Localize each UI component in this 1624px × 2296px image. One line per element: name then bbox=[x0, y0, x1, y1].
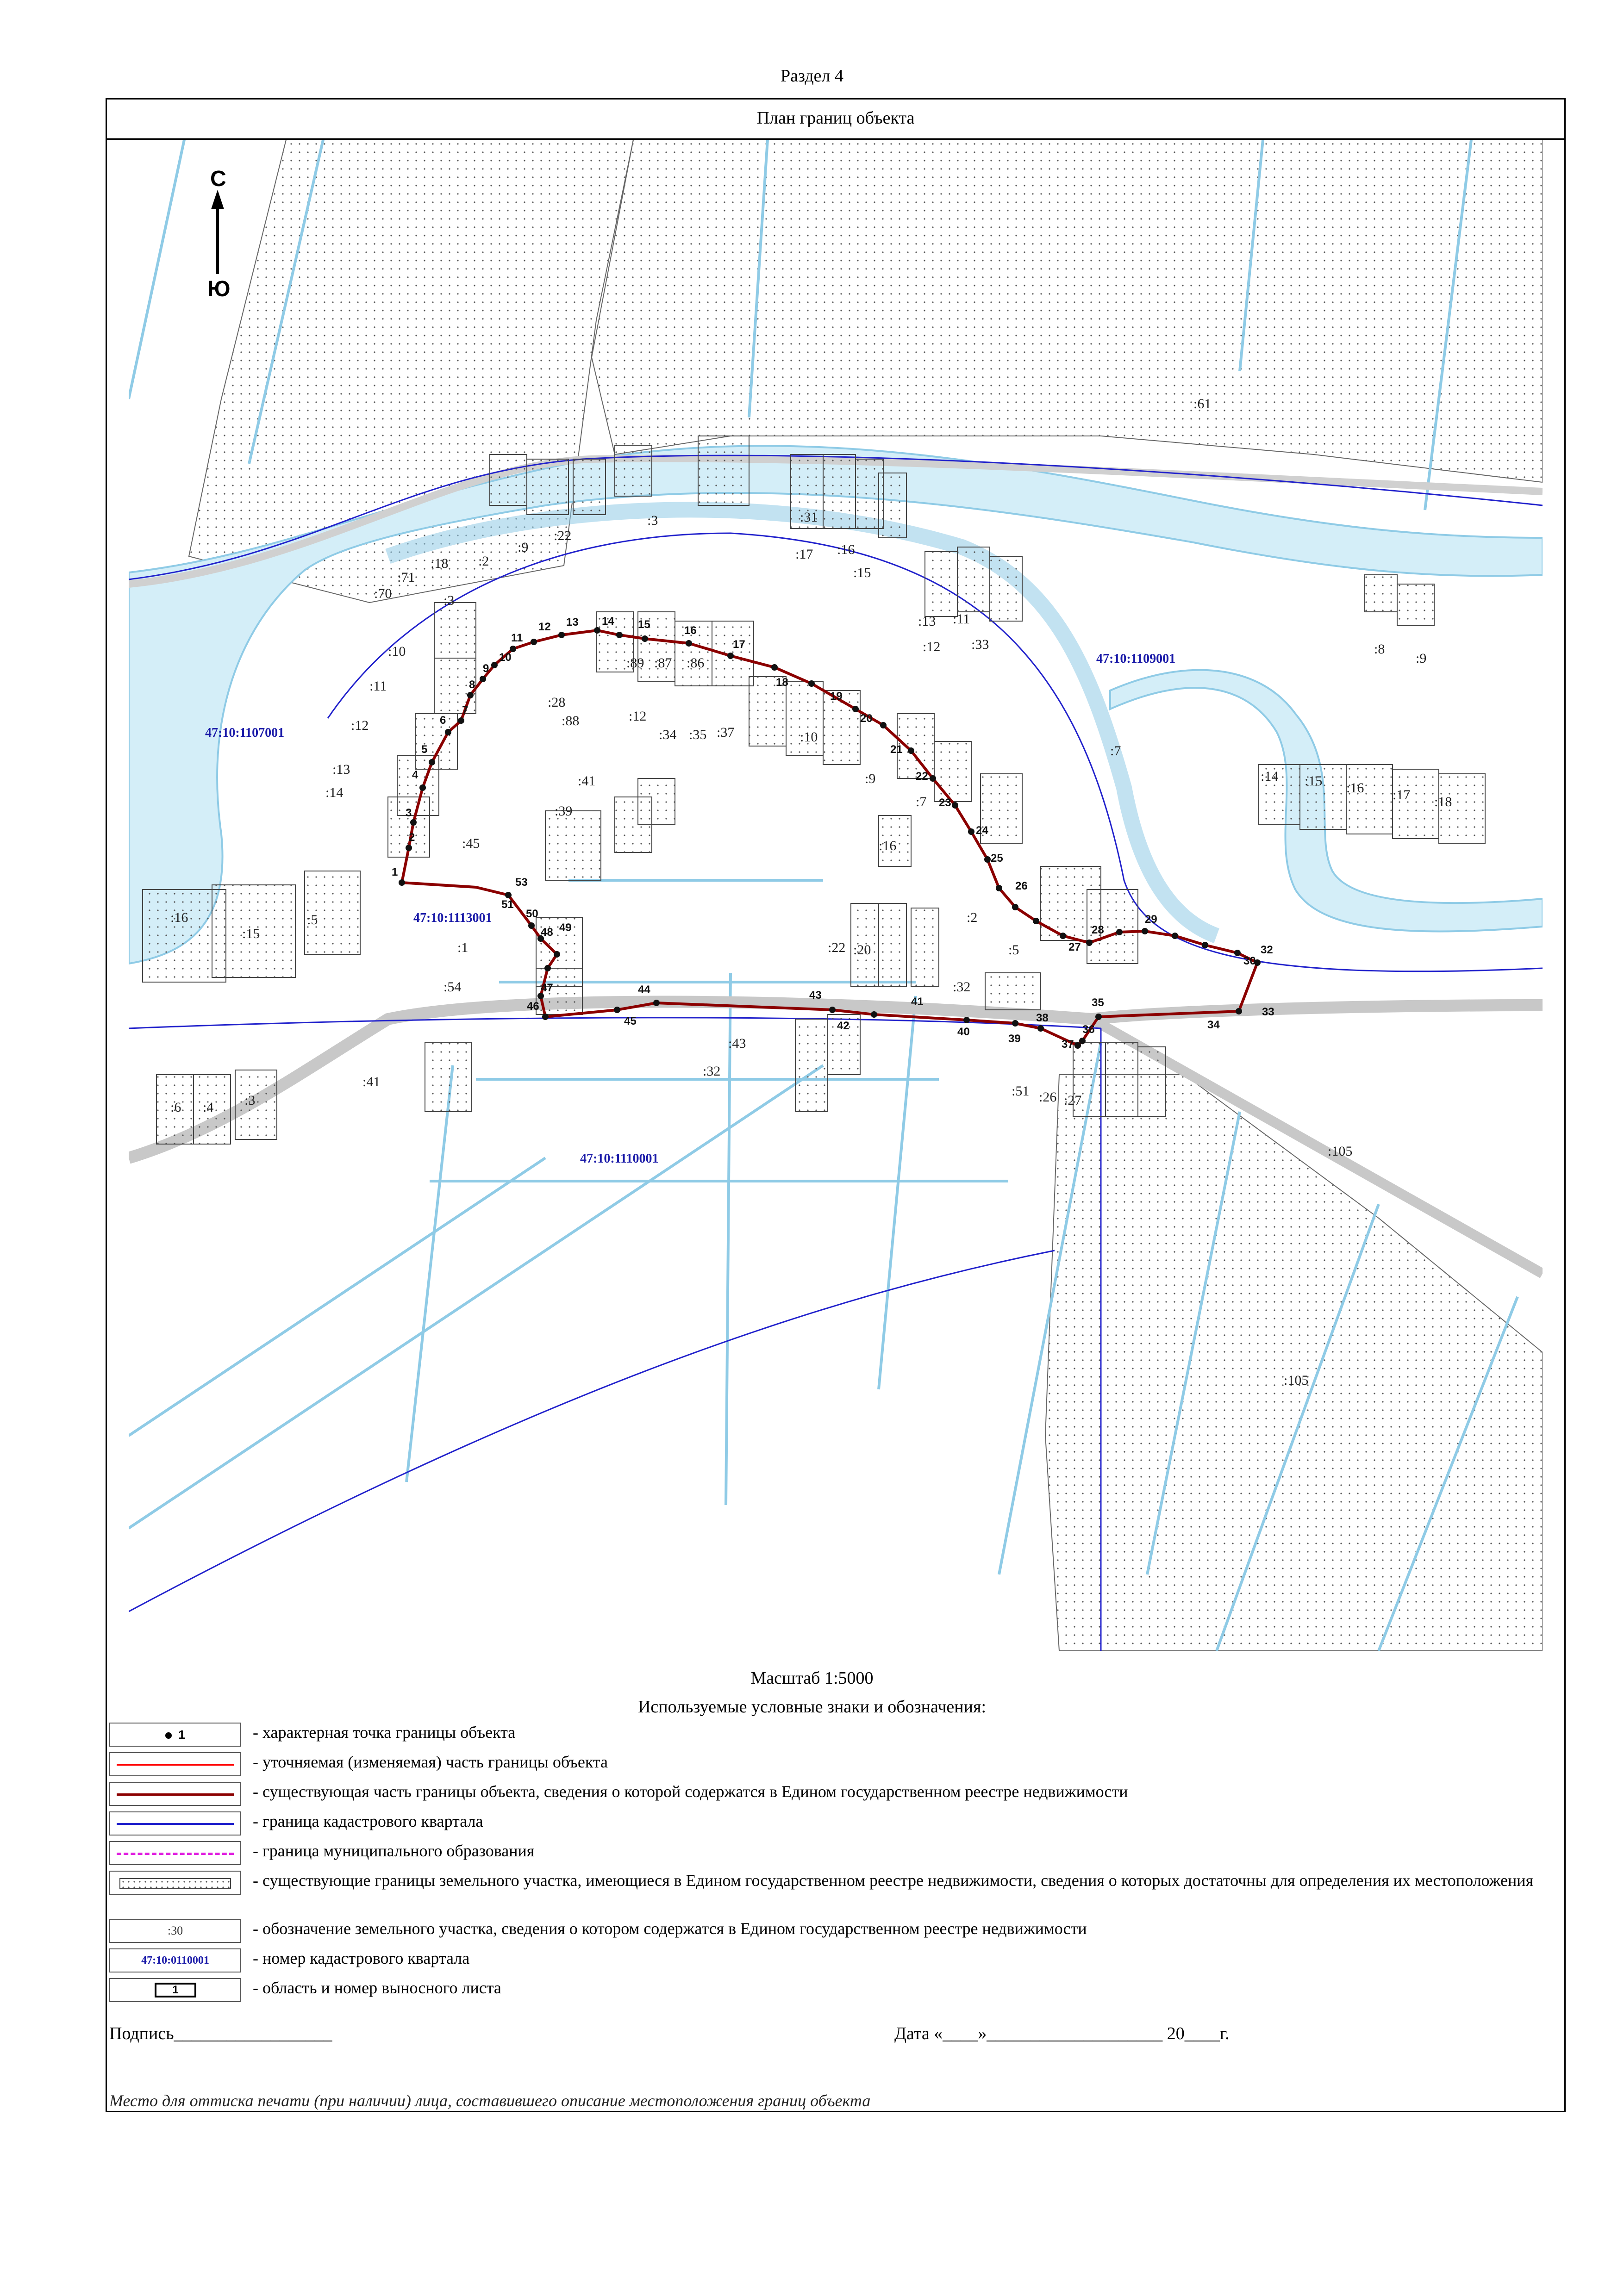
legend-text: - характерная точка границы объекта bbox=[253, 1723, 516, 1742]
svg-text::35: :35 bbox=[689, 727, 707, 742]
signature-line: Подпись__________________ bbox=[109, 2024, 332, 2043]
svg-text:49: 49 bbox=[559, 921, 572, 934]
svg-text::5: :5 bbox=[1008, 942, 1019, 958]
svg-text::37: :37 bbox=[717, 725, 735, 740]
legend-item-dotted-box bbox=[109, 1871, 1558, 1913]
svg-text::8: :8 bbox=[1374, 641, 1385, 657]
svg-text:41: 41 bbox=[911, 996, 924, 1008]
svg-text::88: :88 bbox=[562, 713, 580, 728]
svg-text:32: 32 bbox=[1261, 944, 1273, 956]
legend-text: - уточняемая (изменяемая) часть границы объекта bbox=[253, 1753, 608, 1771]
svg-text:15: 15 bbox=[638, 618, 650, 631]
svg-text::54: :54 bbox=[443, 979, 462, 995]
legend-text: - граница кадастрового квартала bbox=[253, 1812, 483, 1830]
svg-text:35: 35 bbox=[1092, 996, 1104, 1009]
svg-text::17: :17 bbox=[795, 547, 813, 562]
legend-text: - область и номер выносного листа bbox=[253, 1979, 501, 1997]
svg-text:9: 9 bbox=[483, 662, 489, 675]
stamp-note: Место для оттиска печати (при наличии) лица, составившего описание местоположения границ объекта bbox=[109, 2091, 871, 2110]
svg-text::32: :32 bbox=[953, 979, 971, 995]
svg-text::51: :51 bbox=[1012, 1083, 1030, 1099]
svg-text::22: :22 bbox=[828, 940, 846, 955]
svg-text::31: :31 bbox=[800, 510, 818, 525]
svg-text:50: 50 bbox=[526, 908, 538, 920]
parcel-105 bbox=[1045, 1075, 1543, 1651]
svg-text:47:10:1109001: 47:10:1109001 bbox=[1096, 652, 1176, 666]
svg-text::6: :6 bbox=[170, 1100, 181, 1115]
svg-text:3: 3 bbox=[406, 807, 412, 819]
svg-text::71: :71 bbox=[397, 570, 415, 585]
svg-text:17: 17 bbox=[733, 638, 745, 651]
table-title: План границ объекта bbox=[106, 98, 1566, 140]
svg-text::43: :43 bbox=[728, 1036, 746, 1051]
legend-text: - существующая часть границы объекта, сведения о которой содержатся в Едином государственном реестре недвижимости bbox=[253, 1782, 1128, 1801]
svg-text::16: :16 bbox=[879, 838, 897, 853]
svg-text::70: :70 bbox=[374, 586, 392, 601]
svg-text:2: 2 bbox=[409, 831, 415, 844]
svg-text:47:10:1113001: 47:10:1113001 bbox=[413, 911, 492, 925]
svg-text::15: :15 bbox=[1305, 773, 1323, 789]
svg-text:1: 1 bbox=[392, 866, 398, 878]
svg-text::41: :41 bbox=[578, 773, 596, 789]
svg-text::12: :12 bbox=[629, 709, 647, 724]
svg-text::32: :32 bbox=[703, 1064, 721, 1079]
svg-text:42: 42 bbox=[837, 1020, 849, 1032]
svg-text::41: :41 bbox=[362, 1074, 381, 1089]
svg-text::11: :11 bbox=[369, 678, 387, 694]
svg-text:21: 21 bbox=[890, 743, 903, 756]
svg-text::105: :105 bbox=[1284, 1373, 1309, 1388]
legend-item-parcel-label bbox=[109, 1919, 1558, 1945]
svg-text:33: 33 bbox=[1262, 1006, 1274, 1018]
svg-text::28: :28 bbox=[548, 695, 566, 710]
svg-text::7: :7 bbox=[916, 794, 927, 809]
svg-text::89: :89 bbox=[626, 655, 644, 671]
svg-text::3: :3 bbox=[443, 593, 455, 608]
svg-text::16: :16 bbox=[837, 542, 855, 557]
svg-text::18: :18 bbox=[431, 556, 449, 571]
svg-text::15: :15 bbox=[853, 565, 871, 580]
legend-text: - обозначение земельного участка, сведения о котором содержатся в Едином государственном реестре недвижимости bbox=[253, 1919, 1087, 1938]
legend-title: Используемые условные знаки и обозначения: bbox=[637, 1697, 987, 1717]
legend-quarter-label-symbol: 47:10:0110001 bbox=[109, 1948, 241, 1972]
legend-blue-line-symbol bbox=[109, 1811, 241, 1836]
svg-text::45: :45 bbox=[462, 836, 480, 851]
legend-text: - существующие границы земельного участка, имеющиеся в Едином государственном реестре недвижимости, сведения о которых достаточны для определения их местоположения bbox=[253, 1871, 1534, 1890]
svg-text::18: :18 bbox=[1434, 794, 1452, 809]
svg-text::27: :27 bbox=[1064, 1093, 1082, 1108]
date-line: Дата «____»____________________ 20____г. bbox=[894, 2024, 1230, 2043]
cadastral-map[interactable] bbox=[129, 140, 1543, 1651]
svg-text:47: 47 bbox=[541, 982, 553, 994]
svg-text:29: 29 bbox=[1145, 913, 1157, 926]
svg-text::1: :1 bbox=[457, 940, 468, 955]
svg-text::12: :12 bbox=[923, 639, 941, 654]
legend-item-quarter-label bbox=[109, 1948, 1558, 1974]
south-letter: Ю bbox=[207, 277, 231, 301]
svg-text::61: :61 bbox=[1193, 396, 1212, 411]
legend-parcel-label-symbol: :30 bbox=[109, 1919, 241, 1943]
svg-text:14: 14 bbox=[602, 615, 614, 628]
svg-text::9: :9 bbox=[518, 540, 529, 555]
svg-text::2: :2 bbox=[967, 910, 978, 925]
svg-text::15: :15 bbox=[242, 926, 260, 941]
svg-text::39: :39 bbox=[555, 803, 573, 819]
svg-text::3: :3 bbox=[647, 513, 658, 528]
svg-text::14: :14 bbox=[325, 785, 344, 800]
parcel-61b bbox=[592, 140, 1543, 482]
svg-text:18: 18 bbox=[776, 676, 788, 689]
svg-text:11: 11 bbox=[511, 632, 523, 644]
legend-text: - номер кадастрового квартала bbox=[253, 1949, 470, 1967]
svg-text::9: :9 bbox=[1416, 651, 1427, 666]
svg-text:4: 4 bbox=[412, 769, 418, 781]
svg-text:48: 48 bbox=[541, 926, 553, 939]
scale-text: Масштаб 1:5000 bbox=[750, 1668, 874, 1688]
svg-text::4: :4 bbox=[203, 1100, 214, 1115]
svg-text::5: :5 bbox=[307, 912, 318, 927]
svg-text::12: :12 bbox=[351, 718, 369, 733]
svg-text::13: :13 bbox=[918, 614, 936, 629]
svg-text:39: 39 bbox=[1008, 1033, 1021, 1045]
svg-text::13: :13 bbox=[332, 762, 350, 777]
svg-text::20: :20 bbox=[853, 942, 871, 958]
svg-text::26: :26 bbox=[1039, 1089, 1057, 1105]
svg-text::16: :16 bbox=[1346, 780, 1364, 796]
legend-point-symbol: 1 bbox=[109, 1723, 241, 1747]
svg-text:45: 45 bbox=[624, 1015, 637, 1027]
svg-text:26: 26 bbox=[1015, 880, 1028, 892]
legend-red-line-symbol bbox=[109, 1752, 241, 1776]
svg-text::105: :105 bbox=[1328, 1144, 1353, 1159]
svg-text::14: :14 bbox=[1261, 769, 1279, 784]
svg-text:47:10:1110001: 47:10:1110001 bbox=[580, 1151, 659, 1166]
legend-item-magenta-line bbox=[109, 1841, 1558, 1867]
svg-text:40: 40 bbox=[957, 1026, 970, 1038]
svg-text::11: :11 bbox=[953, 611, 970, 627]
svg-text::87: :87 bbox=[654, 655, 672, 671]
svg-text:22: 22 bbox=[916, 770, 928, 783]
svg-text:5: 5 bbox=[421, 743, 428, 756]
svg-text:12: 12 bbox=[538, 621, 551, 633]
svg-text::16: :16 bbox=[170, 910, 188, 925]
svg-text:13: 13 bbox=[566, 616, 579, 628]
legend-item-red-line bbox=[109, 1752, 1558, 1778]
legend-darkred-line-symbol bbox=[109, 1782, 241, 1806]
svg-text:8: 8 bbox=[469, 678, 475, 691]
svg-text:27: 27 bbox=[1068, 941, 1081, 953]
svg-text:46: 46 bbox=[527, 1000, 539, 1013]
svg-text:25: 25 bbox=[991, 852, 1003, 865]
svg-text:53: 53 bbox=[515, 876, 528, 889]
section-label: Раздел 4 bbox=[781, 66, 843, 86]
svg-text:28: 28 bbox=[1092, 924, 1104, 936]
legend-text: - граница муниципального образования bbox=[253, 1842, 535, 1860]
svg-text:34: 34 bbox=[1207, 1019, 1220, 1031]
north-arrow bbox=[207, 167, 231, 301]
svg-text:6: 6 bbox=[440, 714, 446, 727]
svg-text::10: :10 bbox=[800, 729, 818, 745]
svg-text:37: 37 bbox=[1062, 1038, 1074, 1051]
legend-sheet-box-symbol: 1 bbox=[109, 1978, 241, 2002]
svg-text:19: 19 bbox=[830, 690, 843, 703]
svg-text::34: :34 bbox=[659, 727, 677, 742]
svg-text::9: :9 bbox=[865, 771, 876, 786]
legend-dotted-box-symbol bbox=[109, 1871, 241, 1895]
svg-text::7: :7 bbox=[1110, 743, 1121, 759]
svg-text::33: :33 bbox=[971, 637, 989, 652]
legend-item-darkred-line bbox=[109, 1782, 1558, 1808]
svg-text:23: 23 bbox=[939, 796, 951, 809]
svg-text::3: :3 bbox=[244, 1093, 256, 1108]
svg-text::22: :22 bbox=[554, 528, 572, 543]
svg-text:47:10:1107001: 47:10:1107001 bbox=[205, 726, 285, 740]
svg-text:36: 36 bbox=[1082, 1023, 1095, 1036]
legend-item-point bbox=[109, 1723, 1558, 1748]
svg-text:16: 16 bbox=[684, 624, 697, 637]
svg-text:44: 44 bbox=[638, 983, 650, 996]
legend-item-sheet-box bbox=[109, 1978, 1558, 2004]
svg-text:24: 24 bbox=[976, 824, 988, 837]
legend-item-blue-line bbox=[109, 1811, 1558, 1837]
svg-text:43: 43 bbox=[809, 989, 822, 1002]
legend-magenta-dashdot-symbol bbox=[109, 1841, 241, 1865]
svg-text::10: :10 bbox=[388, 644, 406, 659]
svg-text:20: 20 bbox=[860, 712, 873, 725]
svg-text::86: :86 bbox=[687, 655, 705, 671]
north-letter: С bbox=[210, 167, 226, 191]
svg-text:51: 51 bbox=[501, 898, 514, 911]
svg-text::17: :17 bbox=[1393, 787, 1411, 803]
svg-text::2: :2 bbox=[478, 554, 489, 569]
svg-text:10: 10 bbox=[499, 651, 512, 664]
svg-text:7: 7 bbox=[462, 704, 468, 716]
svg-text:38: 38 bbox=[1036, 1012, 1049, 1024]
svg-text:30: 30 bbox=[1243, 955, 1256, 967]
